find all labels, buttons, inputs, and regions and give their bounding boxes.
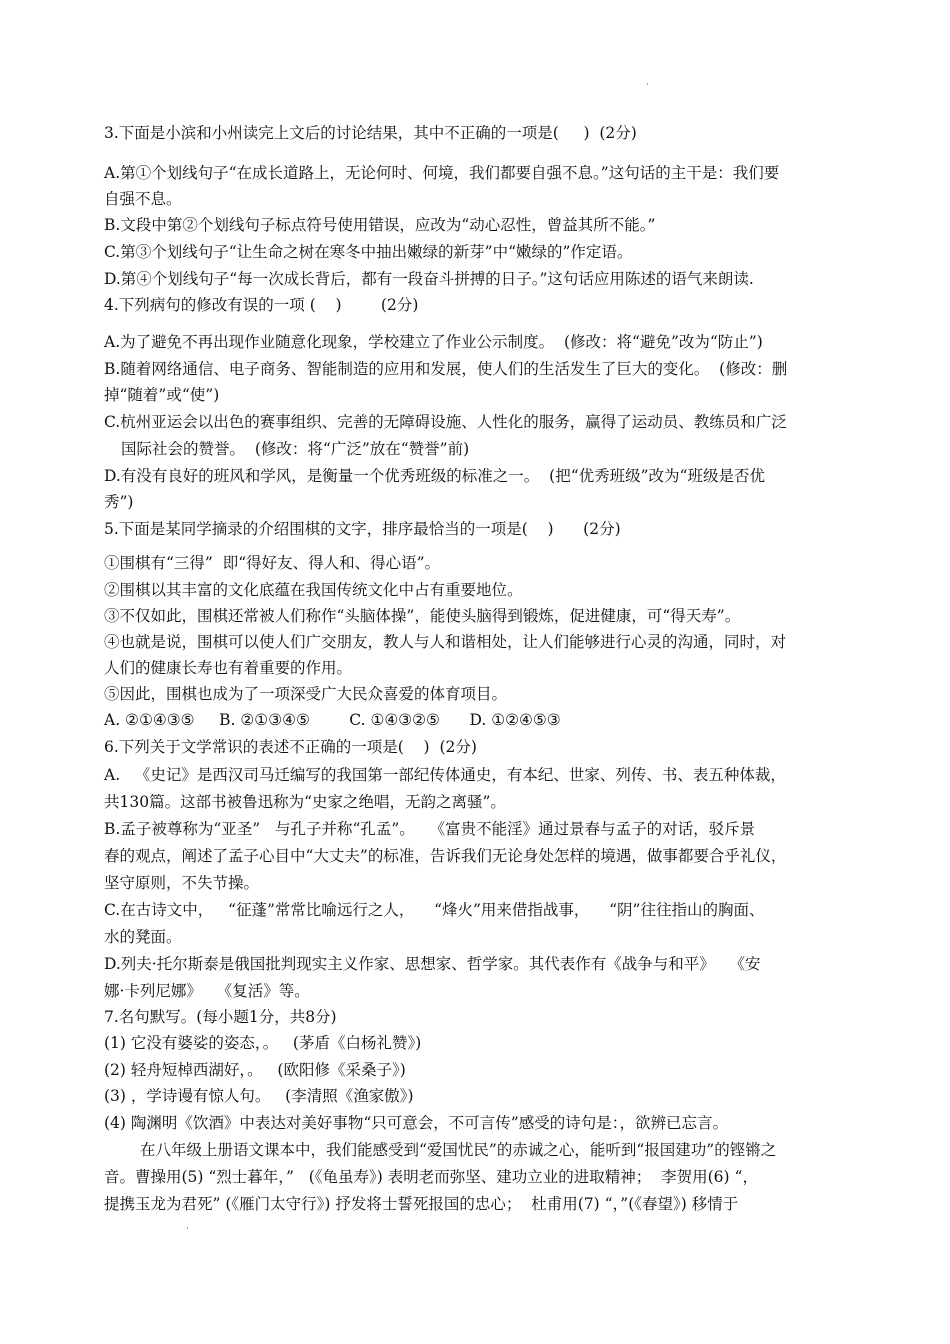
q7-item-1: (1) 它没有婆娑的姿态，。 (茅盾《白杨礼赞》) [104, 1034, 422, 1052]
q4-option-c-cont: 国际社会的赞誉。 (修改：将“广泛”放在“赞誉”前) [121, 440, 470, 458]
q3-option-d: D.第④个划线句子“每一次成长背后，都有一段奋斗拼搏的日子。”这句话应用陈述的语气来朗读. [104, 270, 754, 288]
q6-option-d: D.列夫·托尔斯泰是俄国批判现实主义作家、思想家、哲学家。其代表作有《战争与和平》 《安 [104, 955, 761, 973]
q5-sentence-2: ②围棋以其丰富的文化底蕴在我国传统文化中占有重要地位。 [104, 581, 523, 599]
q4-stem: 4.下列病句的修改有误的一项 ( ) (2分) [104, 296, 419, 314]
bottom-mark: · [186, 1224, 189, 1234]
q6-option-b: B.孟子被尊称为“亚圣” 与孔子并称“孔孟”。 《富贵不能淫》通过景春与孟子的对话，驳斥景 [104, 820, 756, 838]
q5-stem: 5.下面是某同学摘录的介绍围棋的文字，排序最恰当的一项是( ) (2分) [104, 520, 621, 538]
q7-paragraph-line-2: 音。曹操用(5) “烈士暮年，” (《龟虽寿》) 表明老而弥坚、建功立业的进取精神； 李贺用(6) “， [104, 1168, 758, 1186]
q3-option-a-cont: 自强不息。 [104, 190, 182, 208]
q3-option-b: B.文段中第②个划线句子标点符号使用错误，应改为“动心忍性，曾益其所不能。” [104, 216, 656, 234]
q4-option-a: A.为了避免不再出现作业随意化现象，学校建立了作业公示制度。 (修改：将“避免”改为“防止”) [104, 333, 763, 351]
q6-stem: 6.下列关于文学常识的表述不正确的一项是( ) (2分) [104, 738, 477, 756]
q7-paragraph-line-1: 在八年级上册语文课本中，我们能感受到“爱国忧民”的赤诚之心，能听到“报国建功”的铿锵之 [140, 1141, 777, 1159]
q3-option-c: C.第③个划线句子“让生命之树在寒冬中抽出嫩绿的新芽”中“嫩绿的”作定语。 [104, 243, 633, 261]
q4-option-d: D.有没有良好的班风和学风，是衡量一个优秀班级的标准之一。 (把“优秀班级”改为“班级是否优 [104, 467, 765, 485]
q6-option-b-cont-2: 坚守原则，不失节操。 [104, 874, 260, 892]
q5-sentence-1: ①围棋有“三得” 即“得好友、得人和、得心语”。 [104, 554, 441, 572]
q4-option-d-cont: 秀”) [104, 493, 134, 511]
q4-option-b-cont: 掉“随着”或“使”) [104, 386, 220, 404]
top-mark: · [646, 80, 649, 90]
q6-option-c: C.在古诗文中， “征蓬”常常比喻远行之人， “烽火”用来借指战事， “阴”往往指山的胸面、 [104, 901, 765, 919]
q7-paragraph-line-3: 提携玉龙为君死” (《雁门太守行》) 抒发将士誓死报国的忠心； 杜甫用(7) “，”(《春望》) 移情于 [104, 1195, 739, 1213]
q5-sentence-4-cont: 人们的健康长寿也有着重要的作用。 [104, 659, 353, 677]
q7-item-2: (2) 轻舟短棹西湖好，。 (欧阳修《采桑子》) [104, 1061, 406, 1079]
q3-stem: 3.下面是小滨和小州读完上文后的讨论结果，其中不正确的一项是( ) (2分) [104, 124, 637, 142]
q6-option-c-cont: 水的凳面。 [104, 928, 182, 946]
q7-stem: 7.名句默写。(每小题1分，共8分) [104, 1008, 337, 1026]
q5-sentence-5: ⑤因此，围棋也成为了一项深受广大民众喜爱的体育项目。 [104, 685, 508, 703]
q6-option-a: A. 《史记》是西汉司马迁编写的我国第一部纪传体通史，有本纪、世家、列传、书、表五种体裁， [104, 766, 786, 784]
q6-option-d-cont: 娜·卡列尼娜》 《复活》等。 [104, 982, 310, 1000]
q5-options: A. ②①④③⑤ B. ②①③④⑤ C. ①④③②⑤ D. ①②④⑤③ [104, 711, 561, 729]
q7-item-3: (3) ，学诗谩有惊人句。 (李清照《渔家傲》) [104, 1087, 414, 1105]
q7-item-4: (4) 陶渊明《饮酒》中表达对美好事物“只可意会，不可言传”感受的诗句是：，欲辨已忘言。 [104, 1114, 728, 1132]
q5-sentence-3: ③不仅如此，围棋还常被人们称作“头脑体操”，能使头脑得到锻炼，促进健康，可“得天寿”。 [104, 607, 741, 625]
q6-option-a-cont: 共130篇。这部书被鲁迅称为“史家之绝唱，无韵之离骚”。 [104, 793, 506, 811]
q6-option-b-cont: 春的观点，阐述了孟子心目中“大丈夫”的标准，告诉我们无论身处怎样的境遇，做事都要合乎礼仪， [104, 847, 787, 865]
q3-option-a: A.第①个划线句子“在成长道路上，无论何时、何境，我们都要自强不息。”这句话的主干是：我们要 [104, 164, 780, 182]
q4-option-c: C.杭州亚运会以出色的赛事组织、完善的无障碍设施、人性化的服务，赢得了运动员、教练员和广泛 [104, 413, 787, 431]
q4-option-b: B.随着网络通信、电子商务、智能制造的应用和发展，使人们的生活发生了巨大的变化。 (修改：删 [104, 360, 788, 378]
q5-sentence-4: ④也就是说，围棋可以使人们广交朋友，教人与人和谐相处，让人们能够进行心灵的沟通，同时，对 [104, 633, 787, 651]
